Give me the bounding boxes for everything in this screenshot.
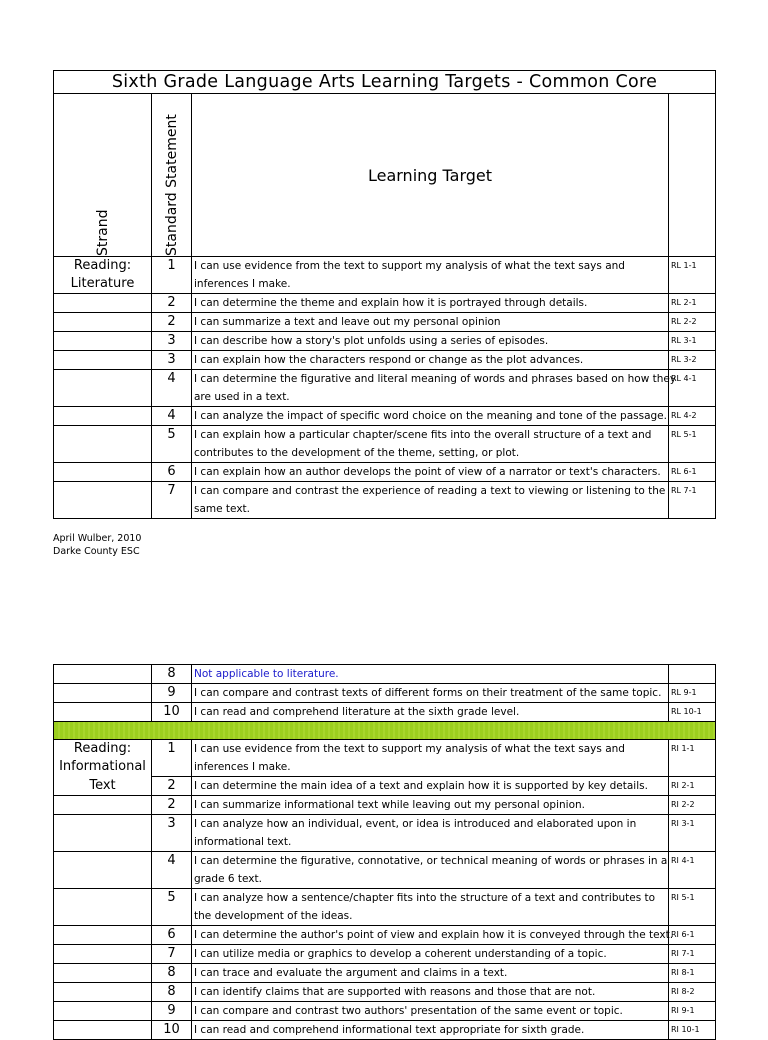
- table-row: [54, 907, 716, 926]
- standard-number: 2: [152, 313, 192, 332]
- standard-number: 1: [152, 740, 192, 759]
- learning-target-text: contributes to the development of the theme, setting, or plot.: [192, 444, 669, 463]
- table-row: [54, 332, 716, 351]
- table-row: [54, 740, 716, 759]
- learning-target-text: I can use evidence from the text to support my analysis of what the text says and: [192, 257, 669, 276]
- target-code: RL 2-2: [669, 313, 716, 332]
- target-code: RI 4-1: [669, 852, 716, 871]
- standard-number: [152, 833, 192, 852]
- target-code: RL 6-1: [669, 463, 716, 482]
- page-title: Sixth Grade Language Arts Learning Targets - Common Core: [54, 71, 716, 94]
- strand-cell: Reading:: [54, 257, 152, 276]
- table-row: [54, 257, 716, 276]
- table-row: [54, 294, 716, 313]
- target-code: RI 3-1: [669, 815, 716, 834]
- standard-number: 3: [152, 815, 192, 834]
- standard-number: [152, 907, 192, 926]
- learning-target-text: grade 6 text.: [192, 870, 669, 889]
- strand-cell: [54, 444, 152, 463]
- strand-cell: [54, 983, 152, 1002]
- learning-target-text: I can determine the theme and explain how it is portrayed through details.: [192, 294, 669, 313]
- standard-number: [152, 500, 192, 519]
- table-row: [54, 1021, 716, 1040]
- standard-number: [152, 758, 192, 777]
- table-row: [54, 426, 716, 445]
- table-row: [54, 665, 716, 684]
- standard-number: 7: [152, 482, 192, 501]
- standard-number: 7: [152, 945, 192, 964]
- standard-number: 6: [152, 926, 192, 945]
- target-code: RL 4-2: [669, 407, 716, 426]
- learning-targets-table-1: [53, 70, 716, 519]
- learning-target-text: I can explain how an author develops the point of view of a narrator or text's characters.: [192, 463, 669, 482]
- table-row: [54, 703, 716, 722]
- standard-number: 6: [152, 463, 192, 482]
- target-code: RI 1-1: [669, 740, 716, 759]
- strand-header: Strand: [54, 94, 152, 257]
- table-row: [54, 945, 716, 964]
- target-code: [669, 870, 716, 889]
- learning-target-text: I can analyze how a sentence/chapter fits into the structure of a text and contributes to: [192, 889, 669, 908]
- target-code: RL 3-2: [669, 351, 716, 370]
- target-code: RI 7-1: [669, 945, 716, 964]
- standard-number: 8: [152, 964, 192, 983]
- target-code: RL 1-1: [669, 257, 716, 276]
- strand-cell: [54, 964, 152, 983]
- standard-statement-header: Standard Statement: [152, 94, 192, 257]
- learning-targets-table-2: [53, 664, 716, 1040]
- learning-target-text: I can compare and contrast two authors' presentation of the same event or topic.: [192, 1002, 669, 1021]
- standard-number: 5: [152, 889, 192, 908]
- target-code: RI 2-2: [669, 796, 716, 815]
- learning-target-text: same text.: [192, 500, 669, 519]
- strand-cell: [54, 684, 152, 703]
- table-row: [54, 852, 716, 871]
- author-line: April Wulber, 2010: [53, 533, 142, 544]
- target-code: [669, 275, 716, 294]
- target-code: RL 2-1: [669, 294, 716, 313]
- learning-target-text: I can use evidence from the text to support my analysis of what the text says and: [192, 740, 669, 759]
- standard-number: [152, 444, 192, 463]
- strand-cell: [54, 482, 152, 501]
- table-row: [54, 870, 716, 889]
- learning-target-text: I can determine the figurative, connotative, or technical meaning of words or phrases in a: [192, 852, 669, 871]
- table-row: [54, 833, 716, 852]
- table-row: [54, 777, 716, 796]
- target-code: [669, 444, 716, 463]
- target-code: RI 5-1: [669, 889, 716, 908]
- standard-number: 4: [152, 407, 192, 426]
- table-row: [54, 370, 716, 389]
- target-code: RI 10-1: [669, 1021, 716, 1040]
- learning-target-text: I can summarize informational text while leaving out my personal opinion.: [192, 796, 669, 815]
- table-row: [54, 796, 716, 815]
- footer: [53, 532, 141, 558]
- strand-cell: [54, 907, 152, 926]
- table-row: [54, 444, 716, 463]
- strand-cell: [54, 852, 152, 871]
- table-row: [54, 889, 716, 908]
- green-divider-bar: [54, 722, 716, 740]
- standard-number: 1: [152, 257, 192, 276]
- table-row: [54, 758, 716, 777]
- learning-target-text: I can analyze how an individual, event, or idea is introduced and elaborated upon in: [192, 815, 669, 834]
- strand-cell: [54, 463, 152, 482]
- standard-number: 2: [152, 796, 192, 815]
- table-row: [54, 463, 716, 482]
- standard-number: 10: [152, 1021, 192, 1040]
- target-code: RL 3-1: [669, 332, 716, 351]
- standard-number: 5: [152, 426, 192, 445]
- learning-target-text: I can explain how a particular chapter/scene fits into the overall structure of a text and: [192, 426, 669, 445]
- strand-cell: [54, 1002, 152, 1021]
- section-divider: [54, 722, 716, 740]
- strand-cell: [54, 370, 152, 389]
- learning-target-text: I can trace and evaluate the argument and claims in a text.: [192, 964, 669, 983]
- strand-cell: [54, 388, 152, 407]
- standard-number: 2: [152, 777, 192, 796]
- strand-cell: [54, 703, 152, 722]
- learning-target-text: I can identify claims that are supported with reasons and those that are not.: [192, 983, 669, 1002]
- target-code: [669, 500, 716, 519]
- learning-target-header: Learning Target: [192, 94, 669, 257]
- learning-target-text: I can read and comprehend literature at the sixth grade level.: [192, 703, 669, 722]
- table-row: [54, 351, 716, 370]
- learning-target-text: I can determine the main idea of a text and explain how it is supported by key details.: [192, 777, 669, 796]
- table-row: [54, 275, 716, 294]
- learning-target-text: I can explain how the characters respond or change as the plot advances.: [192, 351, 669, 370]
- standard-number: 8: [152, 665, 192, 684]
- strand-cell: Informational: [54, 758, 152, 777]
- standard-number: [152, 275, 192, 294]
- target-code: [669, 665, 716, 684]
- learning-target-text: informational text.: [192, 833, 669, 852]
- table-row: [54, 684, 716, 703]
- strand-cell: [54, 500, 152, 519]
- strand-cell: [54, 407, 152, 426]
- target-code: RI 8-2: [669, 983, 716, 1002]
- strand-cell: [54, 926, 152, 945]
- table-row: [54, 983, 716, 1002]
- target-code: RL 5-1: [669, 426, 716, 445]
- strand-cell: [54, 889, 152, 908]
- strand-cell: [54, 351, 152, 370]
- standard-number: 9: [152, 684, 192, 703]
- standard-number: 4: [152, 370, 192, 389]
- table-row: [54, 964, 716, 983]
- standard-number: 8: [152, 983, 192, 1002]
- code-header: [669, 94, 716, 257]
- strand-cell: [54, 815, 152, 834]
- standard-number: 4: [152, 852, 192, 871]
- strand-cell: [54, 870, 152, 889]
- target-code: RI 8-1: [669, 964, 716, 983]
- strand-cell: [54, 426, 152, 445]
- target-code: RI 2-1: [669, 777, 716, 796]
- learning-target-text: I can analyze the impact of specific word choice on the meaning and tone of the passage.: [192, 407, 669, 426]
- target-code: [669, 907, 716, 926]
- target-code: RL 9-1: [669, 684, 716, 703]
- strand-cell: [54, 294, 152, 313]
- learning-target-text: I can compare and contrast the experience of reading a text to viewing or listening to the: [192, 482, 669, 501]
- target-code: [669, 388, 716, 407]
- organization-line: Darke County ESC: [53, 546, 140, 557]
- strand-cell: Text: [54, 777, 152, 796]
- learning-target-text: I can utilize media or graphics to develop a coherent understanding of a topic.: [192, 945, 669, 964]
- learning-target-text: inferences I make.: [192, 758, 669, 777]
- learning-target-text: I can compare and contrast texts of different forms on their treatment of the same topic.: [192, 684, 669, 703]
- standard-number: 10: [152, 703, 192, 722]
- table-row: [54, 500, 716, 519]
- standard-number: [152, 388, 192, 407]
- target-code: [669, 833, 716, 852]
- table-row: [54, 388, 716, 407]
- standard-number: [152, 870, 192, 889]
- learning-target-text: I can determine the author's point of view and explain how it is conveyed through the text.: [192, 926, 669, 945]
- table-row: [54, 1002, 716, 1021]
- standard-number: 3: [152, 351, 192, 370]
- table-row: [54, 815, 716, 834]
- target-code: [669, 758, 716, 777]
- standard-number: 3: [152, 332, 192, 351]
- strand-cell: [54, 313, 152, 332]
- target-code: RL 4-1: [669, 370, 716, 389]
- learning-target-text: the development of the ideas.: [192, 907, 669, 926]
- target-code: RI 9-1: [669, 1002, 716, 1021]
- strand-cell: [54, 945, 152, 964]
- strand-cell: Literature: [54, 275, 152, 294]
- strand-cell: [54, 833, 152, 852]
- table-row: [54, 482, 716, 501]
- target-code: RL 10-1: [669, 703, 716, 722]
- standard-number: 2: [152, 294, 192, 313]
- learning-target-text: I can read and comprehend informational text appropriate for sixth grade.: [192, 1021, 669, 1040]
- learning-target-text: I can determine the figurative and literal meaning of words and phrases based on how they: [192, 370, 669, 389]
- learning-target-text: I can describe how a story's plot unfolds using a series of episodes.: [192, 332, 669, 351]
- strand-cell: [54, 1021, 152, 1040]
- learning-target-text: inferences I make.: [192, 275, 669, 294]
- learning-target-text: Not applicable to literature.: [192, 665, 669, 684]
- learning-target-text: I can summarize a text and leave out my personal opinion: [192, 313, 669, 332]
- strand-cell: Reading:: [54, 740, 152, 759]
- strand-cell: [54, 796, 152, 815]
- target-code: RI 6-1: [669, 926, 716, 945]
- target-code: RL 7-1: [669, 482, 716, 501]
- table-row: [54, 926, 716, 945]
- standard-number: 9: [152, 1002, 192, 1021]
- strand-cell: [54, 332, 152, 351]
- learning-target-text: are used in a text.: [192, 388, 669, 407]
- table-row: [54, 313, 716, 332]
- table-row: [54, 407, 716, 426]
- strand-cell: [54, 665, 152, 684]
- header-row: [54, 94, 716, 257]
